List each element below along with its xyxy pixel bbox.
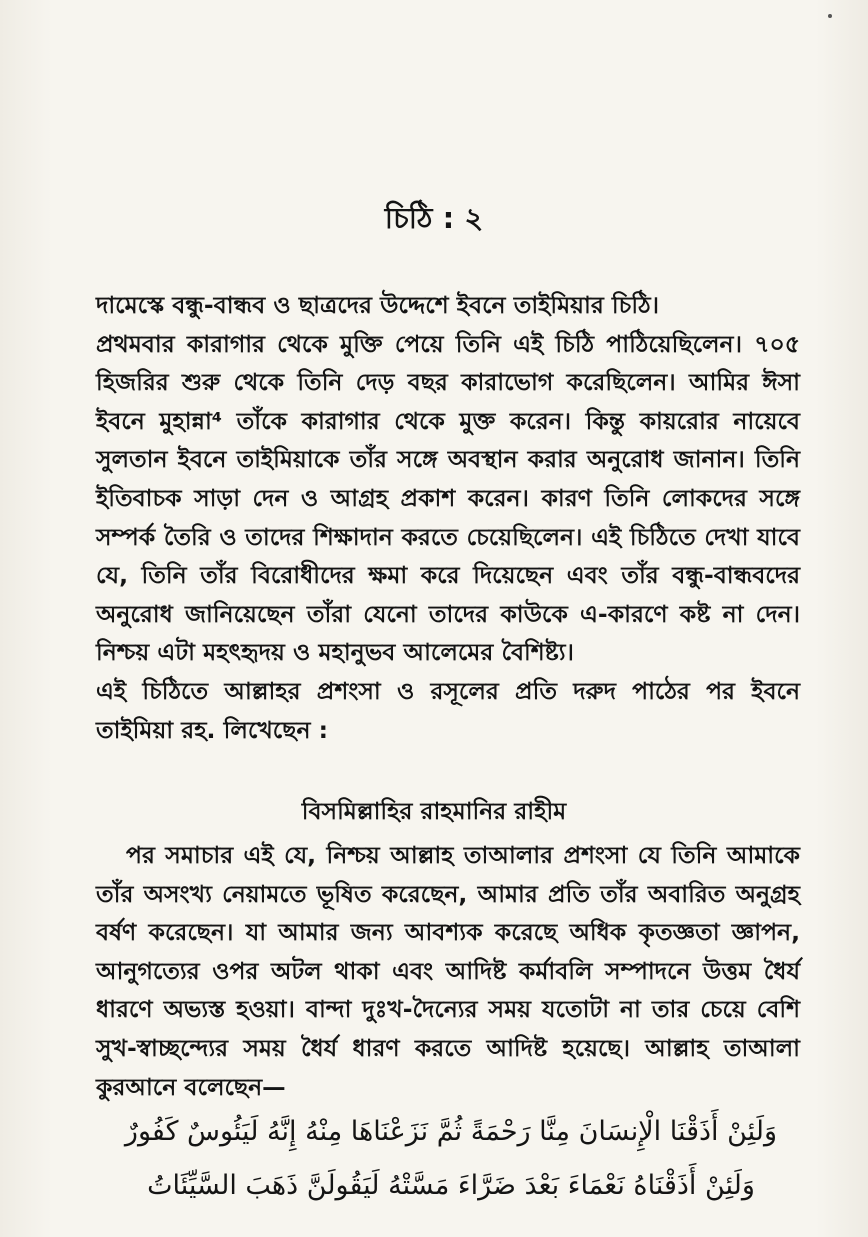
bismillah-line: বিসমিল্লাহির রাহমানির রাহীম [301, 797, 567, 825]
speck [828, 14, 832, 18]
arabic-verse-line-1: وَلَئِنْ أَذَقْنَا الْإِنسَانَ مِنَّا رَحْمَةً ثُمَّ نَزَعْنَاهَا مِنْهُ إِنَّهُ لَيَئُوسٌ كَفُورٌ [124, 1116, 778, 1147]
arabic-verse-line-2: وَلَئِنْ أَذَقْنَاهُ نَعْمَاءَ بَعْدَ ضَرَّاءَ مَسَّتْهُ لَيَقُولَنَّ ذَهَبَ السَّيِّئَاتُ [147, 1170, 755, 1201]
intro-paragraph-1: দামেস্কে বন্ধু-বান্ধব ও ছাত্রদের উদ্দেশে ইবনে তাইমিয়ার চিঠি। [96, 291, 660, 319]
letter-body [96, 836, 800, 1106]
intro-paragraph-3: এই চিঠিতে আল্লাহর প্রশংসা ও রসূলের প্রতি দরুদ পাঠের পর ইবনে তাইমিয়া রহ. লিখেছেন : [96, 676, 800, 744]
intro-section [96, 286, 800, 749]
intro-paragraph-2: প্রথমবার কারাগার থেকে মুক্তি পেয়ে তিনি এই চিঠি পাঠিয়েছিলেন। ৭০৫ হিজরির শুরু থেকে তিনি দেড় বছর কারাভোগ করেছিলেন। আমির ঈসা ইবনে মুহান্না⁴ তাঁকে কারাগার থেকে মুক্ত করেন। কিন্তু কায়রোর নায়েবে সুলতান ইবনে তাইমিয়াকে তাঁর সঙ্গে অবস্থান করার অনুরোধ জানান। তিনি ইতিবাচক সাড়া দেন ও আগ্রহ প্রকাশ করেন। কারণ তিনি লোকদের সঙ্গে সম্পর্ক তৈরি ও তাদের শিক্ষাদান করতে চেয়েছিলেন। এই চিঠিতে দেখা যাবে যে, তিনি তাঁর বিরোধীদের ক্ষমা করে দিয়েছেন এবং তাঁর বন্ধু-বান্ধবদের অনুরোধ জানিয়েছেন তাঁরা যেনো তাদের কাউকে এ-কারণে কষ্ট না দেন। নিশ্চয় এটা মহৎহৃদয় ও মহানুভব আলেমের বৈশিষ্ট্য। [96, 329, 800, 667]
main-paragraph: পর সমাচার এই যে, নিশ্চয় আল্লাহ তাআলার প্রশংসা যে তিনি আমাকে তাঁর অসংখ্য নেয়ামতে ভূষিত করেছেন, আমার প্রতি তাঁর অবারিত অনুগ্রহ বর্ষণ করেছেন। যা আমার জন্য আবশ্যক করেছে অধিক কৃতজ্ঞতা জ্ঞাপন, আনুগত্যের ওপর অটল থাকা এবং আদিষ্ট কর্মাবলি সম্পাদনে উত্তম ধৈর্য ধারণে অভ্যস্ত হওয়া। বান্দা দুঃখ-দৈন্যের সময় যতোটা না তার চেয়ে বেশি সুখ-স্বাচ্ছন্দ্যের সময় ধৈর্য ধারণ করতে আদিষ্ট হয়েছে। আল্লাহ তাআলা কুরআনে বলেছেন— [96, 841, 800, 1101]
letter-heading: চিঠি : ২ [384, 201, 484, 235]
